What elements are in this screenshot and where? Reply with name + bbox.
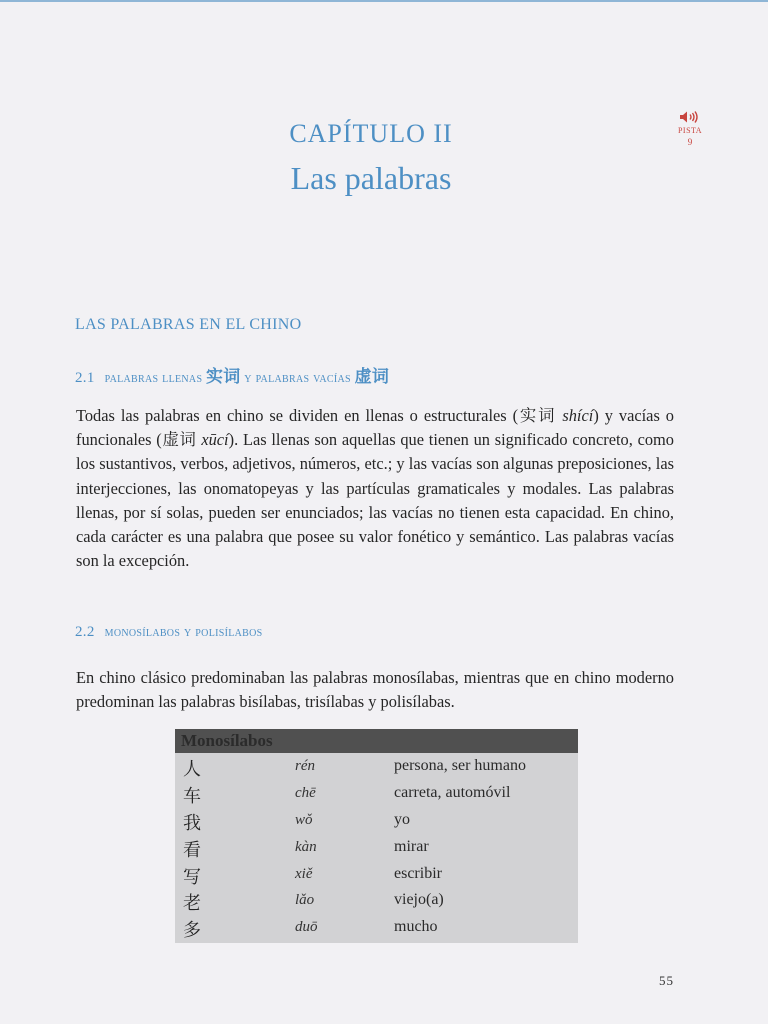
table-row — [175, 861, 578, 888]
table-row — [175, 780, 578, 807]
subsection-heading-2-1 — [75, 362, 389, 387]
vocabulary-table — [175, 729, 578, 943]
subsection-text: y palabras vacías — [244, 371, 351, 386]
hanzi-cell: 车 — [183, 785, 201, 807]
meaning-cell: mirar — [394, 837, 429, 855]
subsection-number: 2.1 — [75, 370, 95, 386]
chapter-title: Las palabras — [290, 160, 452, 196]
pinyin-term: shící — [562, 406, 594, 425]
paragraph-text: ) y vacías o funcionales ( — [76, 406, 674, 450]
hanzi-cell: 老 — [183, 893, 201, 915]
pinyin-cell: xiě — [295, 865, 313, 882]
table-row — [175, 807, 578, 834]
subsection-heading-2-2 — [75, 624, 263, 641]
hanzi-cell: 人 — [183, 759, 201, 780]
hanzi-cell: 我 — [183, 812, 201, 834]
body-paragraph — [76, 404, 674, 573]
pinyin-term: xūcí — [201, 430, 229, 450]
page-number: 55 — [659, 973, 674, 988]
paragraph-text: Todas las palabras en chino se dividen en llenas o estructurales ( — [76, 406, 519, 425]
pinyin-cell: kàn — [295, 838, 317, 855]
chinese-term: 实词 — [518, 406, 557, 425]
meaning-cell: mucho — [394, 918, 438, 936]
table-row — [175, 753, 578, 780]
pinyin-cell: wǒ — [295, 811, 313, 828]
audio-label: PISTA — [677, 126, 703, 135]
meaning-cell: viejo(a) — [394, 891, 444, 909]
vocabulary-table-title: Monosílabos — [181, 731, 273, 750]
body-paragraph: En chino clásico predominaban las palabras monosílabas, mientras que en chino moderno predominan las palabras bisílabas, trisílabas y polisílabas. — [76, 668, 674, 712]
subsection-text: palabras llenas — [104, 371, 203, 386]
meaning-cell: carreta, automóvil — [394, 783, 511, 801]
subsection-text: monosílabos y polisílabos — [104, 625, 263, 640]
meaning-cell: escribir — [394, 864, 442, 882]
hanzi-cell: 多 — [183, 920, 201, 942]
top-border — [0, 0, 768, 2]
table-row — [175, 914, 578, 941]
chinese-term: 虚词 — [161, 430, 197, 450]
hanzi-cell: 看 — [183, 839, 201, 861]
pinyin-cell: lǎo — [295, 892, 315, 909]
paragraph-text: ). Las llenas son aquellas que tienen un significado concreto, como los sustantivos, verbos, adjetivos, números, etc.; y las vacías son algunas preposiciones, las interjecciones, las onomatopeyas y las partículas gramaticales y modales. Las palabras llenas, por sí solas, pueden ser enunciados; las vacías no tienen esta capacidad. En chino, cada carácter es una palabra que posee su valor fonético y semántico. Las palabras vacías son la excepción. — [76, 430, 674, 571]
audio-track-number: 9 — [687, 137, 693, 147]
subsection-number: 2.2 — [75, 624, 95, 640]
pinyin-cell: chē — [295, 784, 316, 801]
chapter-kicker: CAPÍTULO II — [289, 119, 453, 148]
table-row — [175, 834, 578, 861]
pinyin-cell: rén — [295, 758, 315, 774]
vocabulary-table-header — [175, 729, 578, 753]
section-heading: LAS PALABRAS EN EL CHINO — [75, 316, 302, 333]
hanzi-cell: 写 — [183, 866, 201, 888]
subsection-chinese: 虚词 — [354, 367, 390, 387]
table-row — [175, 887, 578, 914]
meaning-cell: persona, ser humano — [394, 757, 526, 774]
subsection-chinese: 实词 — [206, 367, 241, 387]
pinyin-cell: duō — [295, 919, 318, 936]
meaning-cell: yo — [394, 810, 410, 828]
